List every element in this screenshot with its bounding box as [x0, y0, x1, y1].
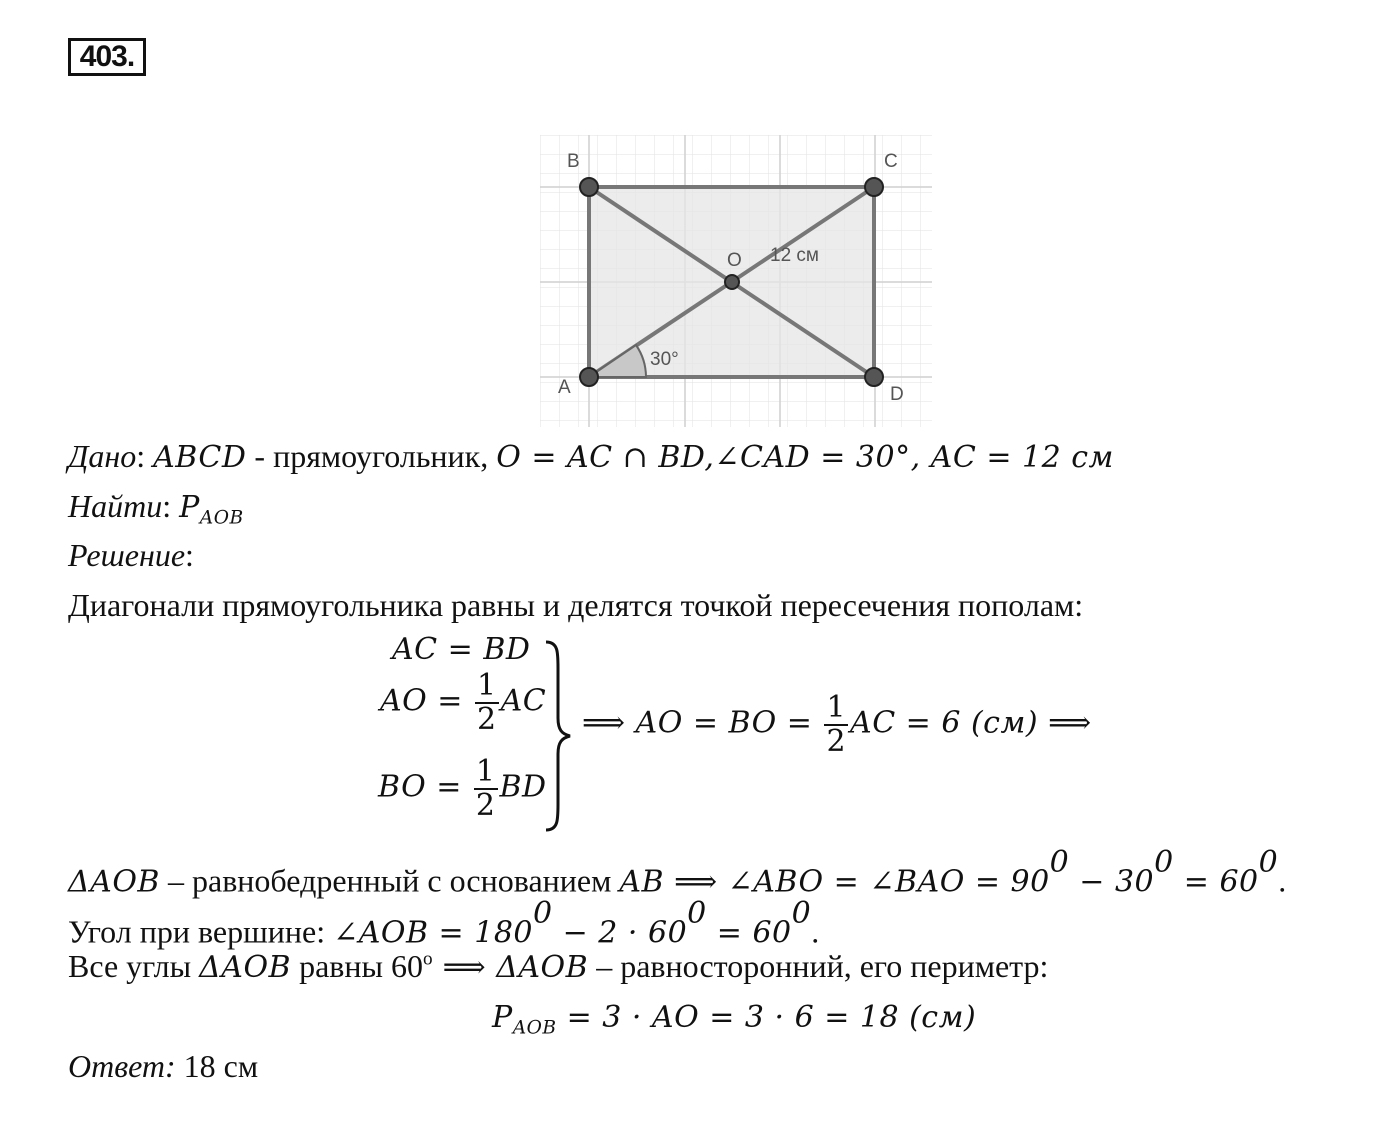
- label-o: O: [727, 250, 742, 271]
- find-label: Найти: [68, 488, 163, 524]
- answer-label: Ответ:: [68, 1048, 176, 1084]
- diagonal-length-label: 12 см: [770, 245, 819, 266]
- answer-value: 18 см: [175, 1048, 259, 1084]
- system-line-3: [378, 756, 547, 821]
- system-line-3-right: BD: [499, 769, 547, 805]
- all-angles-line: Все углы ΔAOB равны 60$^o$ ⟹ ΔAOB – равносторонний, его периметр:: [68, 948, 1049, 985]
- given-line: Дано: ABCD - прямоугольник, O = AC ∩ BD,∠CAD = 30°, AC = 12 см: [68, 438, 1114, 475]
- point-a: [580, 368, 598, 386]
- system-line-2-left: AO =: [380, 683, 463, 719]
- rectangle-diagram: [540, 135, 932, 427]
- given-label: Дано: [68, 438, 137, 474]
- point-b: [580, 178, 598, 196]
- label-c: C: [884, 151, 898, 172]
- answer-line: [68, 1048, 258, 1085]
- given-figure: ABCD: [153, 440, 247, 475]
- fraction-half: $\frac{1}{2}$: [476, 668, 497, 737]
- label-a: A: [558, 377, 571, 398]
- system-conclusion: [582, 692, 1092, 757]
- point-d: [865, 368, 883, 386]
- conclusion-right: AC = 6 (см) ⟹: [850, 705, 1092, 741]
- fraction-half: $\frac{1}{2}$: [826, 690, 847, 759]
- system-line-2: [380, 670, 546, 735]
- problem-number: 403.: [68, 38, 146, 76]
- perimeter-formula: $P_{AOB} = 3$ · AO = 3 · 6 = 18 (см): [492, 1000, 977, 1039]
- angle-label: 30°: [650, 349, 679, 370]
- solution-label-line: Решение:: [68, 537, 194, 573]
- system-brace: [540, 638, 580, 834]
- isosceles-line: ΔAOB – равнобедренный с основанием AB ⟹ ∠ABO = ∠BAO = $90^0 - 30^0 = 60^0$.: [68, 845, 1287, 900]
- given-conditions: O = AC ∩ BD,∠CAD = 30°, AC = 12 см: [496, 440, 1114, 475]
- system-line-1: AC = BD: [392, 632, 531, 667]
- label-d: D: [890, 384, 904, 405]
- find-sub: AOB: [199, 507, 244, 529]
- given-description: - прямоугольник,: [246, 438, 497, 474]
- find-line: Найти: $P_{AOB}$: [68, 488, 244, 529]
- point-o: [725, 275, 739, 289]
- system-line-3-left: BO =: [378, 769, 462, 805]
- solution-intro: Диагонали прямоугольника равны и делятся точкой пересечения пополам:: [68, 587, 1084, 623]
- system-line-2-right: AC: [500, 683, 547, 719]
- conclusion-left: ⟹ AO = BO =: [582, 705, 813, 741]
- vertex-angle-line: Угол при вершине: ∠AOB = $180^0 - 2 \cdot 60^0 = 60^0$.: [68, 896, 820, 951]
- solution-label: Решение: [68, 537, 186, 573]
- point-c: [865, 178, 883, 196]
- find-p: P: [179, 490, 200, 525]
- fraction-half: $\frac{1}{2}$: [475, 754, 496, 823]
- label-b: B: [567, 151, 580, 172]
